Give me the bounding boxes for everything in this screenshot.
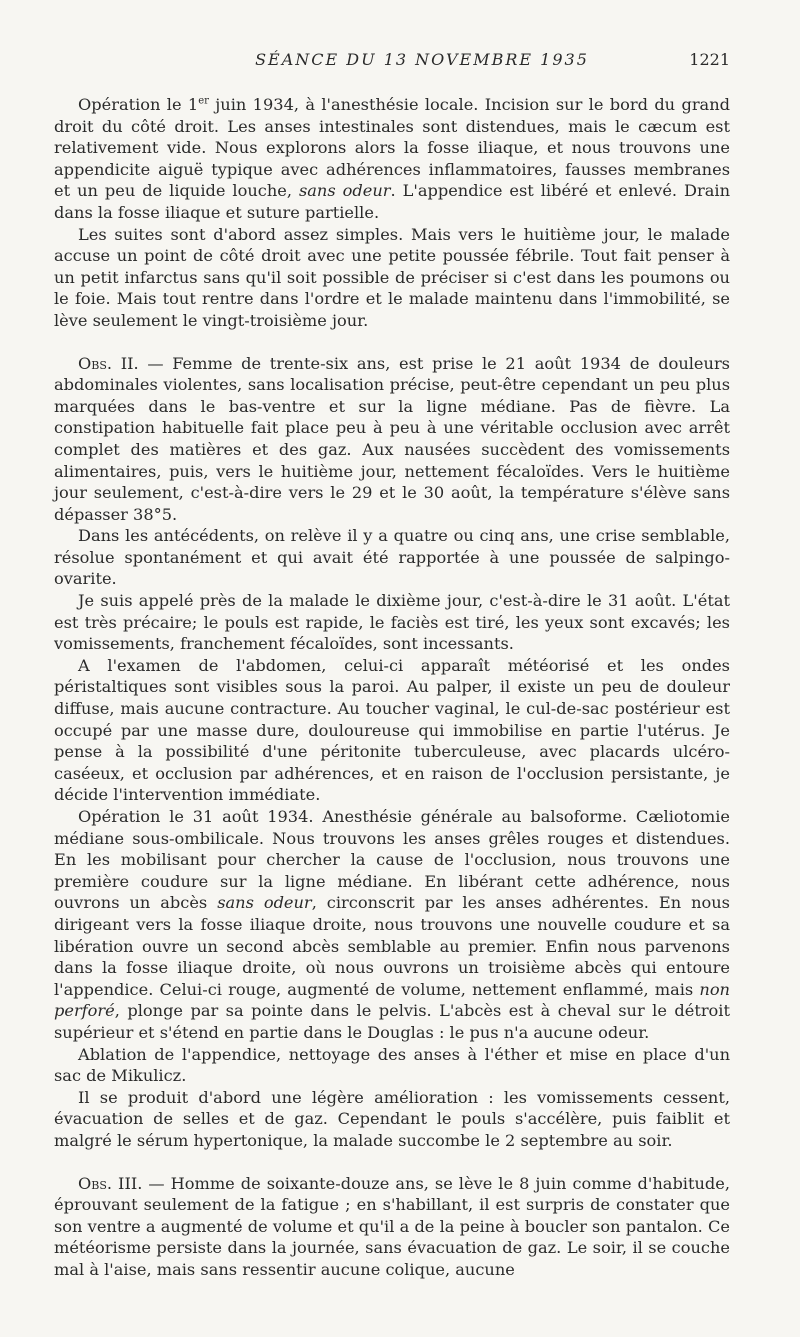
observation-label: Obs. III. <box>78 1173 143 1193</box>
superscript: er <box>198 95 209 107</box>
italic-text: non perforé <box>54 979 730 1021</box>
paragraph-appel: Je suis appelé près de la malade le dixième jour, c'est-à-dire le 31 août. L'état est très précaire; le pouls est rapide, le faciès est tiré, les yeux sont excavés; les vomissements, franchement fécaloïdes, sont incessants. <box>54 591 730 654</box>
paragraph-ablation: Ablation de l'appendice, nettoyage des anses à l'éther et mise en place d'un sac de Mikulicz. <box>54 1044 730 1086</box>
paragraph-suites: Les suites sont d'abord assez simples. Mais vers le huitième jour, le malade accuse un point de côté droit avec une petite poussée fébrile. Tout fait penser à un petit infarctus sans qu'il soit possible de préciser si c'est dans les poumons ou le foie. Mais tout rentre dans l'ordre et le malade maintenu dans l'immobilité, se lève seulement le vingt-troisième jour. <box>54 224 730 330</box>
paragraph-examen: A l'examen de l'abdomen, celui-ci apparaît météorisé et les ondes péristaltiques sont visibles sous la paroi. Au palper, il existe un peu de douleur diffuse, mais aucune contracture. Au toucher vaginal, le cul-de-sac postérieur est occupé par une masse dure, douloureuse qui immobilise en partie l'utérus. Je pense à la possibilité d'une péritonite tuberculeuse, avec placards ulcéro-caséeux, et occlusion par adhérences, et en raison de l'occlusion persistante, je décide l'intervention immédiate. <box>54 655 730 805</box>
text-span: — Femme de trente-six ans, est prise le 21 août 1934 de douleurs abdominales violentes, sans localisation précise, peut-être cependant un peu plus marquées dans le bas-ventre et sur la ligne médiane. Pas de fièvre. La constipation habituelle fait place peu à peu à une véritable occlusion avec arrêt complet des matières et des gaz. Aux nausées succèdent des vomissements alimentaires, puis, vers le huitième jour, nettement fécaloïdes. Vers le huitième jour seulement, c'est-à-dire vers le 29 et le 30 août, la température s'élève sans dépasser 38°5. <box>54 353 730 524</box>
text-span: Opération le 31 août 1934. Anesthésie générale au balsoforme. Cæliotomie médiane sous-ombilicale. Nous trouvons les anses grêles rouges et distendues. En les mobilisant pour chercher la cause de l'occlusion, nous trouvons une première coudure sur la ligne médiane. En libérant cette adhérence, nous ouvrons un abcès <box>54 807 730 913</box>
page-number: 1221 <box>689 50 730 69</box>
page-header <box>54 50 730 74</box>
text-span: , plonge par sa pointe dans le pelvis. L'abcès est à cheval sur le détroit supérieur et s'étend en partie dans le Douglas : le pus n'a aucune odeur. <box>54 1001 730 1042</box>
running-title: SÉANCE DU 13 NOVEMBRE 1935 <box>255 50 589 69</box>
text-span: , circonscrit par les anses adhérentes. En nous dirigeant vers la fosse iliaque droite, nous trouvons une nouvelle coudure et sa libération ouvre un second abcès semblable au premier. Enfin nous parvenons dans la fosse iliaque droite, où nous ouvrons un troisième abcès qui entoure l'appendice. Celui-ci rouge, augmenté de volume, nettement enflammé, mais <box>54 893 730 999</box>
text-span: — Homme de soixante-douze ans, se lève le 8 juin comme d'habitude, éprouvant seulement de la fatigue ; en s'habillant, il est surpris de constater que son ventre a augmenté de volume et qu'il a de la peine à boucler son pantalon. Ce météorisme persiste dans la journée, sans évacuation de gaz. Le soir, il se couche mal à l'aise, mais sans ressentir aucune colique, aucune <box>54 1173 731 1279</box>
observation-label: Obs. II. <box>78 353 139 373</box>
text-span: . L'appendice est libéré et enlevé. Drain dans la fosse iliaque et suture partielle. <box>54 181 730 222</box>
paragraph-operation-obs1 <box>54 94 730 224</box>
paragraph-obs3 <box>54 1173 730 1281</box>
text-span: juin 1934, à l'anesthésie locale. Incision sur le bord du grand droit du côté droit. Les anses intestinales sont distendues, mais le cæcum est relativement vide. Nous explorons alors la fosse iliaque, et nous trouvons une appendicite aiguë typique avec adhérences inflammatoires, fausses membranes et un peu de liquide louche, <box>54 95 730 201</box>
paragraph-antecedents: Dans les antécédents, on relève il y a quatre ou cinq ans, une crise semblable, résolue spontanément et qui avait été rapportée à une poussée de salpingo-ovarite. <box>54 526 730 589</box>
text-span: Opération le 1 <box>78 95 199 114</box>
body-text <box>54 94 730 1280</box>
paragraph-operation-obs2 <box>54 806 730 1044</box>
italic-text: sans odeur <box>298 181 391 201</box>
paragraph-evolution: Il se produit d'abord une légère amélioration : les vomissements cessent, évacuation de selles et de gaz. Cependant le pouls s'accélère, puis faiblit et malgré le sérum hypertonique, la malade succombe le 2 septembre au soir. <box>54 1087 730 1150</box>
paragraph-obs2 <box>54 353 730 526</box>
italic-text: sans odeur <box>217 893 312 913</box>
